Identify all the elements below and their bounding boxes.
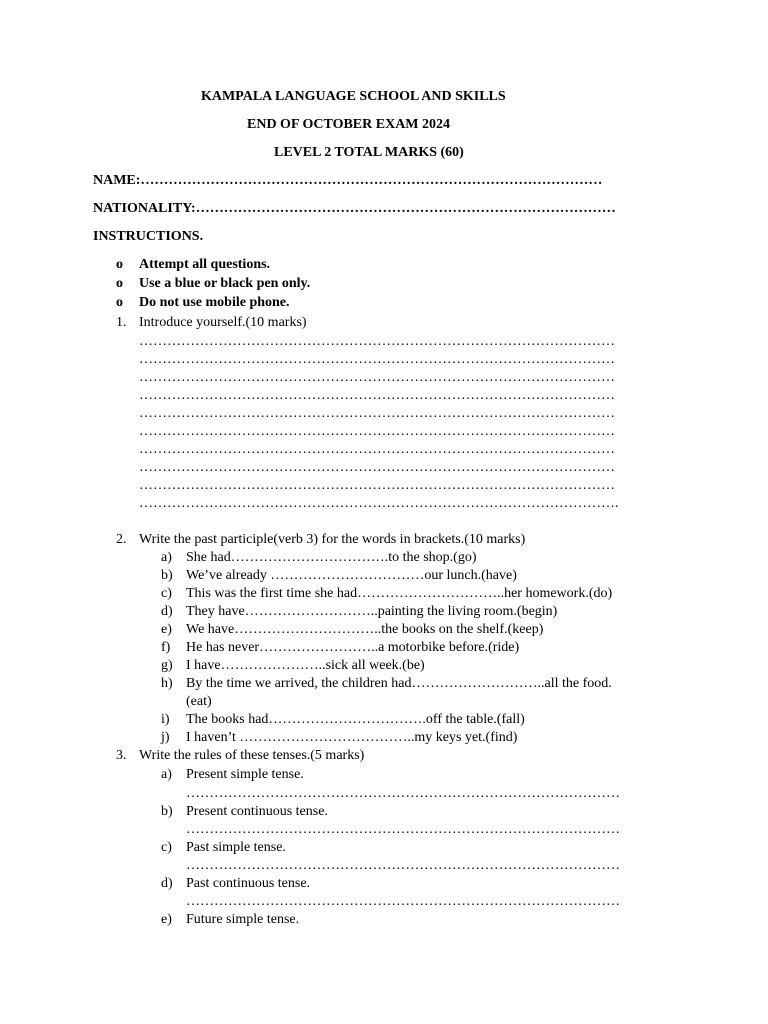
item-letter: c) <box>161 586 172 601</box>
item-letter: a) <box>161 767 172 782</box>
item-letter: e) <box>161 622 172 637</box>
answer-line: ………………………………………………………………………………………… <box>139 478 615 493</box>
item-letter: b) <box>161 568 173 583</box>
answer-line: ………………………………………………………………………………………… <box>139 334 615 349</box>
item-text: By the time we arrived, the children had………………………..all the food. <box>186 676 612 691</box>
item-letter: d) <box>161 604 173 619</box>
item-text: Present continuous tense. <box>186 804 328 819</box>
item-letter: d) <box>161 876 173 891</box>
answer-line: ………………………………………………………………………………………… <box>139 406 615 421</box>
item-letter: a) <box>161 550 172 565</box>
bullet-icon: o <box>116 295 123 310</box>
answer-line: ………………………………………………………………………………………… <box>139 370 615 385</box>
item-text: I haven’t ………………………………..my keys yet.(find) <box>186 730 518 745</box>
question-text: Introduce yourself.(10 marks) <box>139 315 307 330</box>
answer-line: ………………………………………………………………………………………… <box>139 424 615 439</box>
name-field: NAME:……………………………………………………………………………………… <box>93 173 603 188</box>
exam-title: END OF OCTOBER EXAM 2024 <box>247 117 451 132</box>
item-letter: j) <box>161 730 170 745</box>
level-title: LEVEL 2 TOTAL MARKS (60) <box>274 145 464 160</box>
answer-line: ………………………………………………………………………………… <box>186 894 620 909</box>
answer-line: ………………………………………………………………………………………… <box>139 442 615 457</box>
item-letter: i) <box>161 712 170 727</box>
instruction-text: Use a blue or black pen only. <box>139 276 311 291</box>
item-text: Past continuous tense. <box>186 876 311 891</box>
item-letter: e) <box>161 912 172 927</box>
instructions-title: INSTRUCTIONS. <box>93 229 204 244</box>
instruction-text: Do not use mobile phone. <box>139 295 290 310</box>
question-number: 1. <box>116 315 127 330</box>
item-text: This was the first time she had…………………………..her homework.(do) <box>186 586 613 601</box>
item-continuation: (eat) <box>186 694 212 709</box>
item-letter: h) <box>161 676 173 691</box>
answer-line: …………………………………………………………………………………………. <box>139 496 619 511</box>
answer-line: ………………………………………………………………………………… <box>186 822 620 837</box>
item-text: I have…………………..sick all week.(be) <box>186 658 425 673</box>
answer-line: ………………………………………………………………………………………… <box>139 388 615 403</box>
nationality-field: NATIONALITY:……………………………………………………………………………… <box>93 201 616 216</box>
answer-line: ………………………………………………………………………………… <box>186 858 620 873</box>
item-letter: f) <box>161 640 171 655</box>
question-text: Write the past participle(verb 3) for the words in brackets.(10 marks) <box>139 532 526 547</box>
item-text: Present simple tense. <box>186 767 304 782</box>
bullet-icon: o <box>116 257 123 272</box>
answer-line: ………………………………………………………………………………………… <box>139 460 615 475</box>
question-number: 3. <box>116 748 127 763</box>
instruction-text: Attempt all questions. <box>139 257 271 272</box>
item-letter: c) <box>161 840 172 855</box>
item-text: We have…………………………..the books on the shelf.(keep) <box>186 622 544 637</box>
item-text: We’ve already ……………………………our lunch.(have) <box>186 568 517 583</box>
item-text: He has never……………………..a motorbike before.(ride) <box>186 640 520 655</box>
school-title: KAMPALA LANGUAGE SCHOOL AND SKILLS <box>201 89 506 104</box>
item-text: The books had…………………………….off the table.(fall) <box>186 712 525 727</box>
item-text: Future simple tense. <box>186 912 300 927</box>
item-letter: b) <box>161 804 173 819</box>
question-number: 2. <box>116 532 127 547</box>
item-text: She had…………………………….to the shop.(go) <box>186 550 477 565</box>
item-text: Past simple tense. <box>186 840 286 855</box>
question-text: Write the rules of these tenses.(5 marks) <box>139 748 365 763</box>
item-text: They have………………………..painting the living room.(begin) <box>186 604 558 619</box>
item-letter: g) <box>161 658 173 673</box>
bullet-icon: o <box>116 276 123 291</box>
answer-line: ………………………………………………………………………………… <box>186 786 620 801</box>
answer-line: ………………………………………………………………………………………… <box>139 352 615 367</box>
